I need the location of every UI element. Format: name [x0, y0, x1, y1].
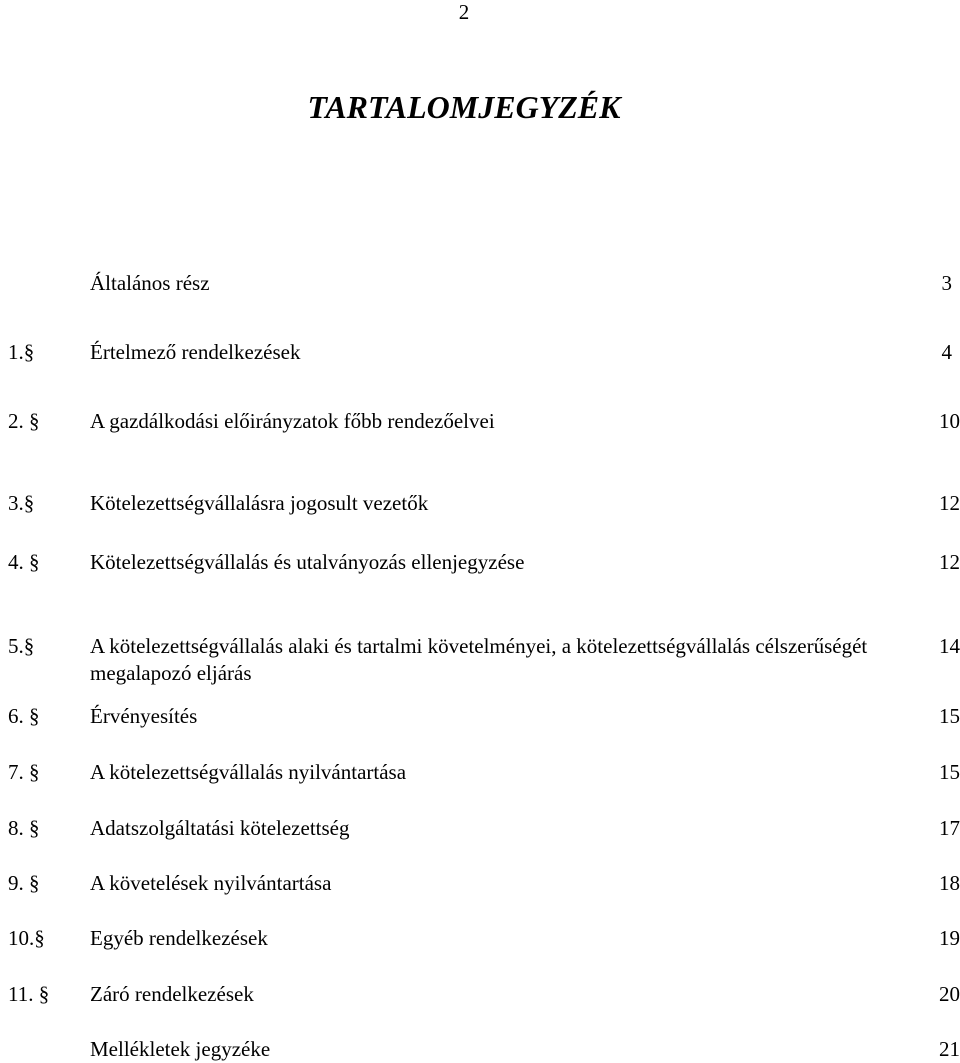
toc-entry-page: 3: [941, 271, 952, 295]
toc-entry-page: 17: [939, 816, 960, 840]
toc-entry-page: 15: [939, 704, 960, 728]
page-title: TARTALOMJEGYZÉK: [307, 89, 621, 125]
toc-entry-title: Kötelezettségvállalás és utalványozás ellenjegyzése: [90, 550, 525, 574]
toc-entry-number: 1.§: [8, 340, 35, 364]
toc-entry-title: Kötelezettségvállalásra jogosult vezetők: [90, 491, 429, 515]
toc-entry-title: Egyéb rendelkezések: [90, 926, 268, 950]
toc-entry-number: 11. §: [8, 982, 50, 1006]
toc-entry-page: 18: [939, 871, 960, 895]
toc-entry-page: 10: [939, 409, 960, 433]
toc-entry-page: 15: [939, 760, 960, 784]
toc-entry-title: A gazdálkodási előirányzatok főbb rendezőelvei: [90, 409, 495, 433]
toc-entry-title: Érvényesítés: [90, 704, 198, 728]
toc-entry-title: Záró rendelkezések: [90, 982, 254, 1006]
toc-entry-page: 12: [939, 491, 960, 515]
toc-entry-title: Általános rész: [90, 271, 210, 295]
toc-entry-number: 2. §: [8, 409, 40, 433]
toc-entry-page: 20: [939, 982, 960, 1006]
toc-entry-page: 21: [939, 1037, 960, 1061]
toc-entry-number: 6. §: [8, 704, 40, 728]
toc-entry-number: 9. §: [8, 871, 40, 895]
toc-entry-number: 8. §: [8, 816, 40, 840]
toc-entry-title: Adatszolgáltatási kötelezettség: [90, 816, 350, 840]
toc-entry-title: A kötelezettségvállalás nyilvántartása: [90, 760, 407, 784]
toc-entry-title: Értelmező rendelkezések: [90, 340, 301, 364]
toc-entry-number: 5.§: [8, 634, 35, 658]
toc-entry-page: 19: [939, 926, 960, 950]
toc-entry-number: 7. §: [8, 760, 40, 784]
toc-entry-title: A követelések nyilvántartása: [90, 871, 332, 895]
toc-entry-number: 3.§: [8, 491, 35, 515]
toc-entry-page: 4: [941, 340, 952, 364]
page-number: 2: [458, 0, 470, 24]
toc-entry-number: 10.§: [8, 926, 45, 950]
toc-entry-title: Mellékletek jegyzéke: [90, 1037, 271, 1061]
toc-entry-page: 12: [939, 550, 960, 574]
toc-entry-number: 4. §: [8, 550, 40, 574]
toc-entry-title: A kötelezettségvállalás alaki és tartalmi követelményei, a kötelezettségvállalás célszerűségét megalapozó eljárás: [90, 634, 868, 685]
toc-entry-page: 14: [939, 634, 960, 658]
